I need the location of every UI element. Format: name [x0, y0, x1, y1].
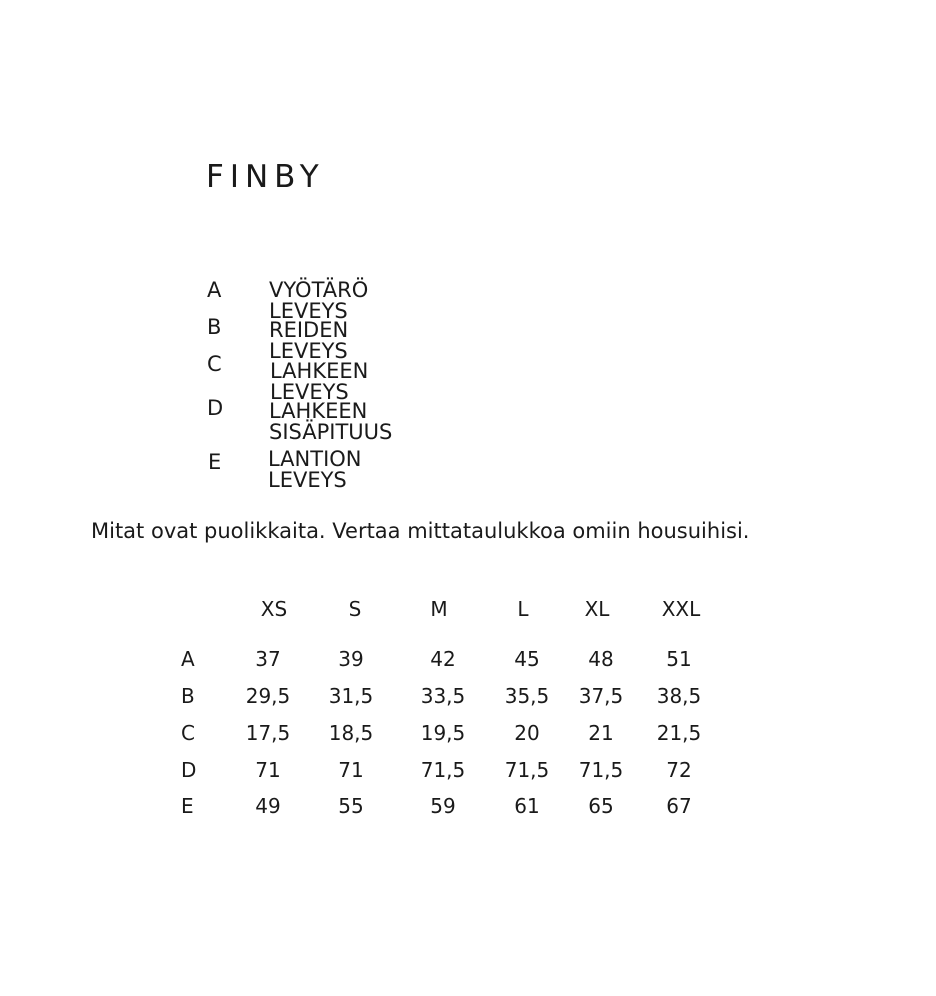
table-cell: 21 [588, 721, 614, 745]
table-cell: 71,5 [504, 758, 550, 782]
row-label: E [181, 794, 194, 818]
table-cell: 21,5 [656, 721, 702, 745]
table-cell: 37,5 [578, 684, 624, 708]
table-cell: 19,5 [420, 721, 466, 745]
table-cell: 71 [338, 758, 364, 782]
size-header: XXL [661, 597, 701, 621]
table-cell: 18,5 [328, 721, 374, 745]
size-header: L [517, 597, 529, 621]
row-label: B [181, 684, 195, 708]
table-cell: 37 [255, 647, 281, 671]
row-label: C [181, 721, 195, 745]
size-header: XS [260, 597, 288, 621]
row-label: D [181, 758, 197, 782]
measurement-note: Mitat ovat puolikkaita. Vertaa mittataulukkoa omiin housuihisi. [91, 519, 750, 543]
table-cell: 72 [666, 758, 692, 782]
size-header: XL [584, 597, 610, 621]
table-cell: 38,5 [656, 684, 702, 708]
size-header: M [430, 597, 448, 621]
table-cell: 35,5 [504, 684, 550, 708]
legend-label: VYÖTÄRÖ LEVEYS [269, 278, 369, 323]
legend-letter: C [207, 352, 222, 376]
legend-letter: E [208, 450, 222, 474]
legend-label: LAHKEEN SISÄPITUUS [269, 399, 393, 444]
table-cell: 65 [588, 794, 614, 818]
table-cell: 49 [255, 794, 281, 818]
table-cell: 67 [666, 794, 692, 818]
legend-label: REIDEN LEVEYS [269, 318, 349, 363]
size-header: S [348, 597, 362, 621]
table-cell: 33,5 [420, 684, 466, 708]
table-cell: 71,5 [420, 758, 466, 782]
table-cell: 48 [588, 647, 614, 671]
table-cell: 59 [430, 794, 456, 818]
table-cell: 20 [514, 721, 540, 745]
table-cell: 51 [666, 647, 692, 671]
table-cell: 71 [255, 758, 281, 782]
legend-letter: A [207, 278, 222, 302]
table-cell: 61 [514, 794, 540, 818]
table-cell: 55 [338, 794, 364, 818]
legend-label: LAHKEEN LEVEYS [270, 359, 369, 404]
table-cell: 71,5 [578, 758, 624, 782]
legend-letter: D [207, 396, 224, 420]
legend-letter: B [207, 315, 222, 339]
table-cell: 42 [430, 647, 456, 671]
table-cell: 31,5 [328, 684, 374, 708]
row-label: A [181, 647, 195, 671]
table-cell: 17,5 [245, 721, 291, 745]
table-cell: 29,5 [245, 684, 291, 708]
table-cell: 45 [514, 647, 540, 671]
table-cell: 39 [338, 647, 364, 671]
legend-label: LANTION LEVEYS [268, 447, 362, 492]
brand-title: FINBY [206, 159, 325, 195]
